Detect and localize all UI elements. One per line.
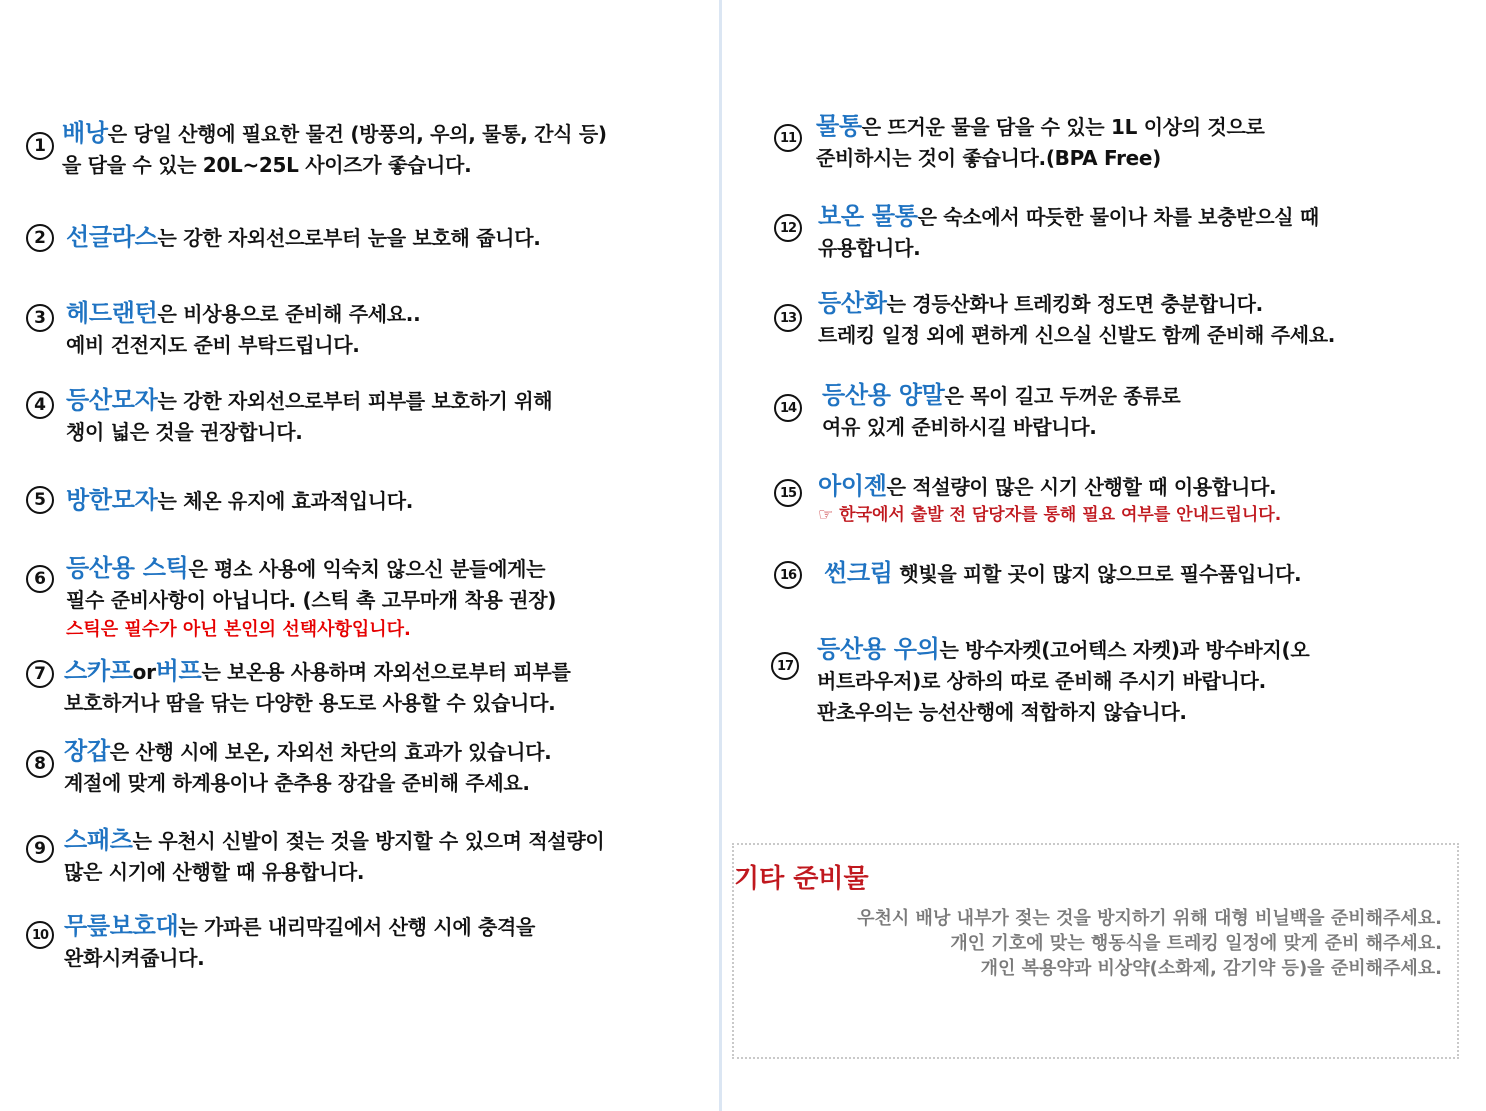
number-badge: 2	[26, 224, 54, 252]
item-text: 은 목이 길고 두꺼운 종류로	[944, 384, 1181, 408]
item-keyword: 등산용 스틱	[66, 554, 189, 582]
item-keyword: 헤드랜턴	[66, 299, 158, 327]
number-badge: 10	[26, 921, 54, 949]
number-badge: 12	[774, 214, 802, 242]
number-badge: 5	[26, 486, 54, 514]
item-text: 버트라우저)로 상하의 따로 준비해 주시기 바랍니다.	[817, 669, 1266, 693]
item-text: 는 방수자켓(고어텍스 자켓)과 방수바지(오	[939, 638, 1310, 662]
other-supplies-line: 개인 복용약과 비상약(소화제, 감기약 등)을 준비해주세요.	[980, 958, 1442, 979]
item-text: 챙이 넓은 것을 권장합니다.	[66, 420, 303, 444]
item-keyword: 스패츠	[64, 826, 133, 854]
item-keyword: 물통	[816, 112, 862, 140]
item-text: 예비 건전지도 준비 부탁드립니다.	[66, 333, 360, 357]
item-text: 은 숙소에서 따듯한 물이나 차를 보충받으실 때	[917, 205, 1319, 229]
item-keyword: 등산용 양말	[822, 381, 945, 409]
item-text: 은 적설량이 많은 시기 산행할 때 이용합니다.	[886, 475, 1277, 499]
item-keyword: 스카프	[64, 657, 133, 685]
number-badge: 15	[774, 479, 802, 507]
item-keyword: 보온 물통	[818, 202, 918, 230]
other-supplies-title: 기타 준비물	[734, 864, 869, 894]
item-text: 여유 있게 준비하시길 바랍니다.	[822, 415, 1097, 439]
item-text: 는 가파른 내리막길에서 산행 시에 충격을	[178, 915, 536, 939]
item-keyword: 무릎보호대	[64, 912, 179, 940]
item-text: 햇빛을 피할 곳이 많지 않으므로 필수품입니다.	[892, 562, 1302, 586]
number-badge: 6	[26, 565, 54, 593]
item-text: 을 담을 수 있는 20L~25L 사이즈가 좋습니다.	[62, 153, 472, 177]
item-keyword: 등산화	[818, 289, 887, 317]
number-badge: 3	[26, 304, 54, 332]
number-badge: 13	[774, 304, 802, 332]
item-text: 은 평소 사용에 익숙치 않으신 분들에게는	[188, 557, 546, 581]
item-keyword: 등산모자	[66, 386, 158, 414]
item-keyword: 배낭	[62, 119, 108, 147]
number-badge: 7	[26, 660, 54, 688]
item-text: 유용합니다.	[818, 236, 921, 260]
other-supplies-line: 개인 기호에 맞는 행동식을 트레킹 일정에 맞게 준비 해주세요.	[950, 933, 1442, 954]
item-keyword: 썬크림	[824, 559, 893, 587]
number-badge: 16	[774, 561, 802, 589]
item-text: 필수 준비사항이 아닙니다. (스틱 촉 고무마개 착용 권장)	[66, 588, 557, 612]
item-alert-text: ☞ 한국에서 출발 전 담당자를 통해 필요 여부를 안내드립니다.	[818, 505, 1282, 525]
item-text: 은 당일 산행에 필요한 물건 (방풍의, 우의, 물통, 간식 등)	[107, 122, 607, 146]
number-badge: 11	[774, 124, 802, 152]
number-badge: 14	[774, 394, 802, 422]
item-text: 은 산행 시에 보온, 자외선 차단의 효과가 있습니다.	[109, 740, 552, 764]
item-keyword-joiner: or	[132, 660, 156, 684]
item-keyword: 선글라스	[66, 223, 158, 251]
number-badge: 9	[26, 835, 54, 863]
item-text: 은 비상용으로 준비해 주세요..	[157, 302, 421, 326]
item-text: 는 강한 자외선으로부터 피부를 보호하기 위해	[157, 389, 553, 413]
item-text: 판초우의는 능선산행에 적합하지 않습니다.	[817, 700, 1187, 724]
item-text: 는 강한 자외선으로부터 눈을 보호해 줍니다.	[157, 226, 541, 250]
item-text: 보호하거나 땀을 닦는 다양한 용도로 사용할 수 있습니다.	[64, 691, 556, 715]
item-text: 는 체온 유지에 효과적입니다.	[157, 489, 414, 513]
item-text: 트레킹 일정 외에 편하게 신으실 신발도 함께 준비해 주세요.	[818, 323, 1336, 347]
item-alert-text: 스틱은 필수가 아닌 본인의 선택사항입니다.	[66, 619, 411, 640]
item-text: 많은 시기에 산행할 때 유용합니다.	[64, 860, 365, 884]
item-text: 는 보온용 사용하며 자외선으로부터 피부를	[201, 660, 571, 684]
item-text: 은 뜨거운 물을 담을 수 있는 1L 이상의 것으로	[861, 115, 1265, 139]
item-keyword: 등산용 우의	[817, 635, 940, 663]
item-text: 는 우천시 신발이 젖는 것을 방지할 수 있으며 적설량이	[132, 829, 605, 853]
item-text: 준비하시는 것이 좋습니다.(BPA Free)	[816, 146, 1162, 170]
number-badge: 17	[771, 652, 799, 680]
other-supplies-line: 우천시 배낭 내부가 젖는 것을 방지하기 위해 대형 비닐백을 준비해주세요.	[857, 908, 1442, 929]
item-text: 는 경등산화나 트레킹화 정도면 충분합니다.	[886, 292, 1263, 316]
item-keyword: 장갑	[64, 737, 110, 765]
number-badge: 4	[26, 391, 54, 419]
other-supplies-list	[857, 906, 1442, 981]
number-badge: 8	[26, 750, 54, 778]
item-text: 완화시켜줍니다.	[64, 946, 205, 970]
column-divider	[719, 0, 722, 1111]
number-badge: 1	[26, 132, 54, 160]
item-keyword: 아이젠	[818, 472, 887, 500]
item-keyword: 방한모자	[66, 486, 158, 514]
item-keyword: 버프	[155, 657, 202, 685]
item-text: 계절에 맞게 하계용이나 춘추용 장갑을 준비해 주세요.	[64, 771, 530, 795]
